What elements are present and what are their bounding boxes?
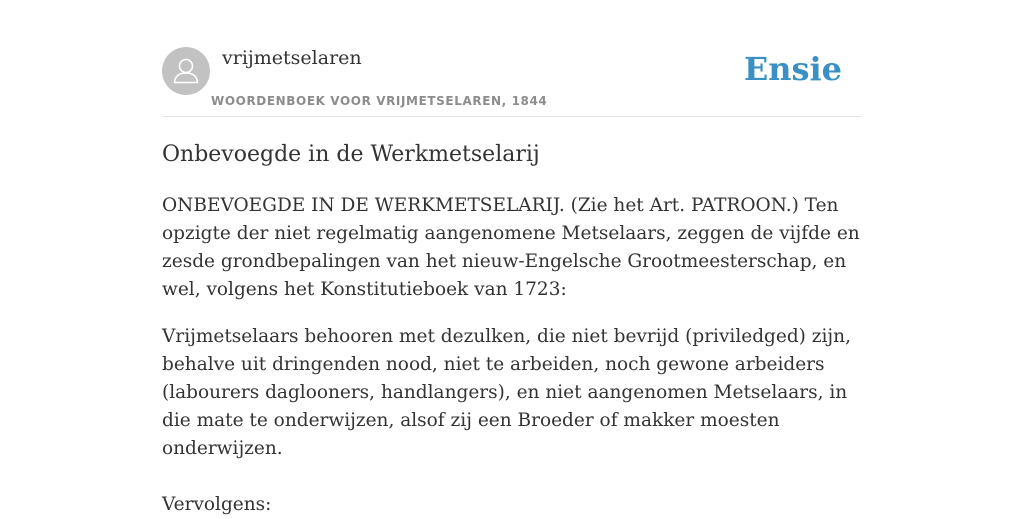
author-avatar[interactable] xyxy=(162,47,210,95)
paragraph: Vrijmetselaars behooren met dezulken, die niet bevrijd (priviledged) zijn, behalve uit dringenden nood, niet te arbeiden, noch gewone arbeiders (labourers daglooners, handlangers), en niet aangenomen Metselaars, in die mate te onderwijzen, alsof zij een Broeder of makker moesten onderwijzen. xyxy=(162,326,851,459)
entry-body xyxy=(162,192,862,519)
source-label: WOORDENBOEK VOOR VRIJMETSELAREN, 1844 xyxy=(211,94,548,108)
paragraph: ONBEVOEGDE IN DE WERKMETSELARIJ. (Zie het Art. PATROON.) Ten opzigte der niet regelmatig aangenomene Metselaars, zeggen de vijfde en zesde grondbepalingen van het nieuw-Engelsche Grootmeesterschap, en wel, volgens het Konstitutieboek van 1723: xyxy=(162,195,860,300)
user-icon xyxy=(162,47,210,95)
entry-header xyxy=(162,0,862,117)
entry-page xyxy=(162,0,862,515)
author-link[interactable]: vrijmetselaren xyxy=(222,47,362,69)
entry-title: Onbevoegde in de Werkmetselarij xyxy=(162,142,540,167)
paragraph: Vervolgens: xyxy=(162,494,272,515)
ensie-logo[interactable]: Ensie xyxy=(743,50,842,88)
